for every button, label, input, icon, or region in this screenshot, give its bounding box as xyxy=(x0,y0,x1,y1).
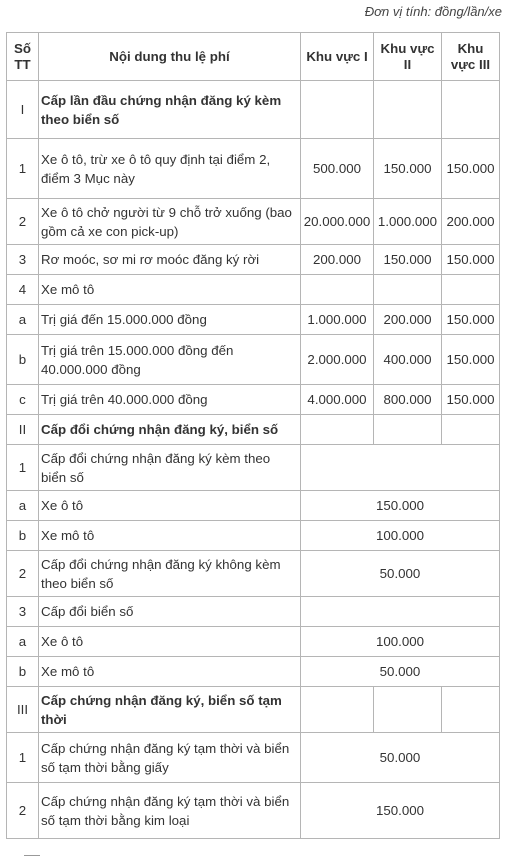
fee-all-regions: 100.000 xyxy=(301,627,500,657)
fee-region-2 xyxy=(374,687,442,733)
fee-all-regions: 50.000 xyxy=(301,551,500,597)
table-row xyxy=(7,275,500,305)
row-number: b xyxy=(7,521,39,551)
table-row xyxy=(7,139,500,199)
fee-description: Trị giá trên 15.000.000 đồng đến 40.000.000 đồng xyxy=(39,335,301,385)
fee-description: Xe mô tô xyxy=(39,657,301,687)
table-row xyxy=(7,245,500,275)
fee-all-regions: 50.000 xyxy=(301,733,500,783)
section-row xyxy=(7,415,500,445)
fee-region-2: 1.000.000 xyxy=(374,199,442,245)
fee-description: Xe ô tô, trừ xe ô tô quy định tại điểm 2, điểm 3 Mục này xyxy=(39,139,301,199)
fee-description: Xe ô tô chở người từ 9 chỗ trở xuống (bao gồm cả xe con pick-up) xyxy=(39,199,301,245)
header-region-1: Khu vực I xyxy=(301,33,374,81)
fee-table xyxy=(6,32,500,839)
section-title: Cấp lần đầu chứng nhận đăng ký kèm theo biển số xyxy=(39,81,301,139)
table-row xyxy=(7,199,500,245)
row-number: 3 xyxy=(7,245,39,275)
fee-description: Rơ moóc, sơ mi rơ moóc đăng ký rời xyxy=(39,245,301,275)
row-number: c xyxy=(7,385,39,415)
fee-all-regions: 50.000 xyxy=(301,657,500,687)
fee-all-regions: 150.000 xyxy=(301,491,500,521)
table-row xyxy=(7,491,500,521)
row-number: b xyxy=(7,657,39,687)
row-number: 1 xyxy=(7,139,39,199)
table-row xyxy=(7,597,500,627)
fee-description: Xe ô tô xyxy=(39,627,301,657)
fee-region-1 xyxy=(301,687,374,733)
table-row xyxy=(7,305,500,335)
fee-region-1: 200.000 xyxy=(301,245,374,275)
fee-region-3: 150.000 xyxy=(442,335,500,385)
fee-description: Trị giá trên 40.000.000 đồng xyxy=(39,385,301,415)
row-number: 2 xyxy=(7,551,39,597)
fee-region-2 xyxy=(374,415,442,445)
row-number: b xyxy=(7,335,39,385)
fee-region-1 xyxy=(301,275,374,305)
fee-description: Cấp đổi chứng nhận đăng ký kèm theo biển số xyxy=(39,445,301,491)
fee-region-2 xyxy=(374,81,442,139)
row-number: a xyxy=(7,627,39,657)
header-stt: Số TT xyxy=(7,33,39,81)
fee-description: Cấp chứng nhận đăng ký tạm thời và biển số tạm thời bằng giấy xyxy=(39,733,301,783)
fee-region-2: 200.000 xyxy=(374,305,442,335)
fee-region-3: 150.000 xyxy=(442,385,500,415)
fee-region-3: 150.000 xyxy=(442,305,500,335)
row-number: a xyxy=(7,491,39,521)
fee-region-1: 500.000 xyxy=(301,139,374,199)
fee-region-3: 150.000 xyxy=(442,139,500,199)
fee-region-1 xyxy=(301,81,374,139)
table-row xyxy=(7,733,500,783)
section-row xyxy=(7,687,500,733)
page-edge-fragment xyxy=(24,855,40,861)
row-number: I xyxy=(7,81,39,139)
row-number: 2 xyxy=(7,199,39,245)
fee-region-1 xyxy=(301,415,374,445)
fee-all-regions: 100.000 xyxy=(301,521,500,551)
fee-description: Xe mô tô xyxy=(39,275,301,305)
fee-region-1: 1.000.000 xyxy=(301,305,374,335)
section-title: Cấp chứng nhận đăng ký, biển số tạm thời xyxy=(39,687,301,733)
fee-description: Trị giá đến 15.000.000 đồng xyxy=(39,305,301,335)
table-row xyxy=(7,783,500,839)
fee-region-3 xyxy=(442,415,500,445)
table-row xyxy=(7,627,500,657)
fee-region-1: 20.000.000 xyxy=(301,199,374,245)
fee-region-3: 200.000 xyxy=(442,199,500,245)
fee-description: Xe ô tô xyxy=(39,491,301,521)
row-number: III xyxy=(7,687,39,733)
fee-description: Xe mô tô xyxy=(39,521,301,551)
row-number: 1 xyxy=(7,733,39,783)
fee-region-3 xyxy=(442,275,500,305)
fee-all-regions xyxy=(301,445,500,491)
row-number: 3 xyxy=(7,597,39,627)
fee-region-2: 150.000 xyxy=(374,139,442,199)
fee-region-1: 2.000.000 xyxy=(301,335,374,385)
table-row xyxy=(7,521,500,551)
fee-description: Cấp đổi chứng nhận đăng ký không kèm theo biển số xyxy=(39,551,301,597)
row-number: 2 xyxy=(7,783,39,839)
section-title: Cấp đổi chứng nhận đăng ký, biển số xyxy=(39,415,301,445)
section-row xyxy=(7,81,500,139)
fee-all-regions xyxy=(301,597,500,627)
header-region-3: Khu vực III xyxy=(442,33,500,81)
fee-region-3: 150.000 xyxy=(442,245,500,275)
fee-region-2: 400.000 xyxy=(374,335,442,385)
row-number: 1 xyxy=(7,445,39,491)
table-row xyxy=(7,445,500,491)
fee-all-regions: 150.000 xyxy=(301,783,500,839)
fee-region-2: 800.000 xyxy=(374,385,442,415)
fee-region-1: 4.000.000 xyxy=(301,385,374,415)
fee-region-3 xyxy=(442,687,500,733)
fee-region-3 xyxy=(442,81,500,139)
table-row xyxy=(7,385,500,415)
fee-description: Cấp chứng nhận đăng ký tạm thời và biển số tạm thời bằng kim loại xyxy=(39,783,301,839)
fee-region-2: 150.000 xyxy=(374,245,442,275)
table-row xyxy=(7,551,500,597)
table-row xyxy=(7,657,500,687)
fee-description: Cấp đổi biển số xyxy=(39,597,301,627)
header-content: Nội dung thu lệ phí xyxy=(39,33,301,81)
table-row xyxy=(7,335,500,385)
fee-region-2 xyxy=(374,275,442,305)
row-number: II xyxy=(7,415,39,445)
header-region-2: Khu vực II xyxy=(374,33,442,81)
unit-note: Đơn vị tính: đồng/lần/xe xyxy=(364,4,502,19)
row-number: 4 xyxy=(7,275,39,305)
row-number: a xyxy=(7,305,39,335)
table-header-row xyxy=(7,33,500,81)
table-body xyxy=(7,81,500,839)
